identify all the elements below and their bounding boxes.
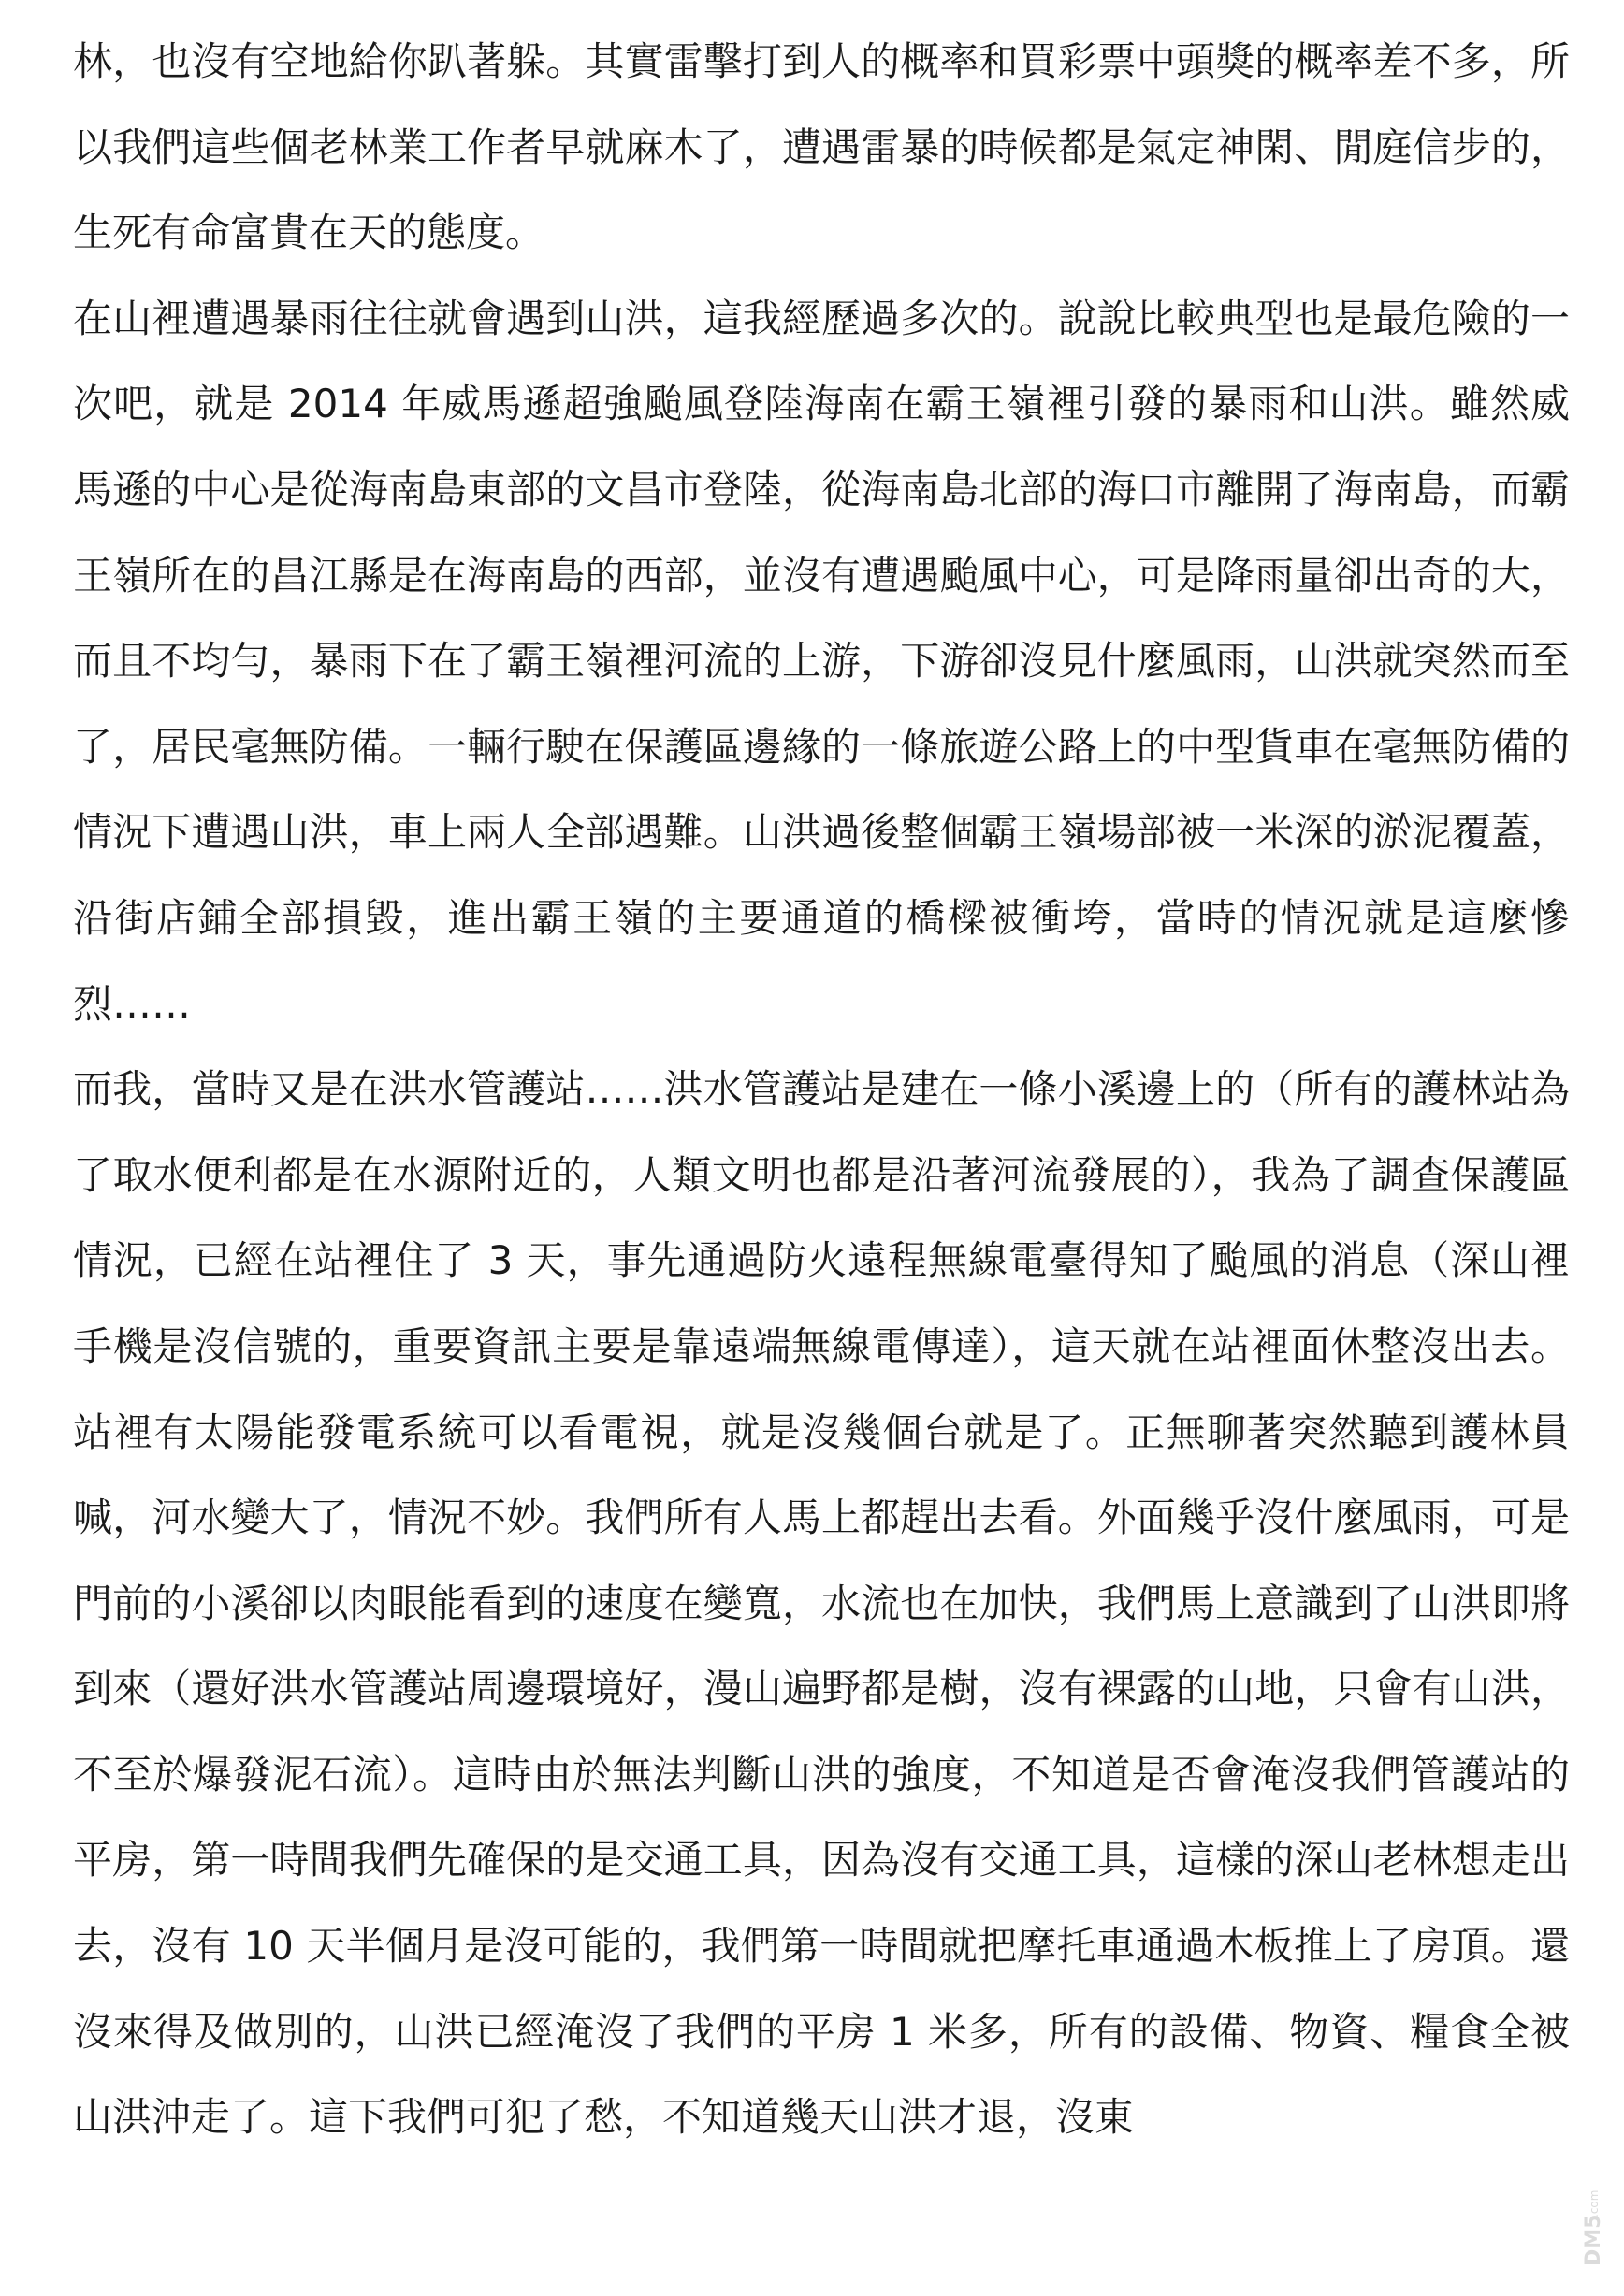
- dm5-watermark-logo: [1575, 2156, 1611, 2268]
- paragraph-2: 在山裡遭遇暴雨往往就會遇到山洪，這我經歷過多次的。說說比較典型也是最危險的一次吧，就是 2014 年威馬遜超強颱風登陸海南在霸王嶺裡引發的暴雨和山洪。雖然威馬遜的中心是從海南島東部的文昌市登陸，從海南島北部的海口市離開了海南島，而霸王嶺所在的昌江縣是在海南島的西部，並沒有遭遇颱風中心，可是降雨量卻出奇的大，而且不均勻，暴雨下在了霸王嶺裡河流的上游，下游卻沒見什麼風雨，山洪就突然而至了，居民毫無防備。一輛行駛在保護區邊緣的一條旅遊公路上的中型貨車在毫無防備的情況下遭遇山洪，車上兩人全部遇難。山洪過後整個霸王嶺場部被一米深的淤泥覆蓋，沿街店鋪全部損毀，進出霸王嶺的主要通道的橋樑被衝垮，當時的情況就是這麼慘烈……: [73, 295, 1570, 1027]
- svg-text:DM5: DM5: [1582, 2214, 1605, 2266]
- svg-text:.com: .com: [1588, 2189, 1601, 2217]
- paragraph-3: 而我，當時又是在洪水管護站……洪水管護站是建在一條小溪邊上的（所有的護林站為了取水便利都是在水源附近的，人類文明也都是沿著河流發展的），我為了調查保護區情況，已經在站裡住了 3 天，事先通過防火遠程無線電臺得知了颱風的消息（深山裡手機是沒信號的，重要資訊主要是靠遠端無線電傳達），這天就在站裡面休整沒出去。站裡有太陽能發電系統可以看電視，就是沒幾個台就是了。正無聊著突然聽到護林員喊，河水變大了，情況不妙。我們所有人馬上都趕出去看。外面幾乎沒什麼風雨，可是門前的小溪卻以肉眼能看到的速度在變寬，水流也在加快，我們馬上意識到了山洪即將到來（還好洪水管護站周邊環境好，漫山遍野都是樹，沒有裸露的山地，只會有山洪，不至於爆發泥石流）。這時由於無法判斷山洪的強度，不知道是否會淹沒我們管護站的平房，第一時間我們先確保的是交通工具，因為沒有交通工具，這樣的深山老林想走出去，沒有 10 天半個月是沒可能的，我們第一時間就把摩托車通過木板推上了房頂。還沒來得及做別的，山洪已經淹沒了我們的平房 1 米多，所有的設備、物資、糧食全被山洪沖走了。這下我們可犯了愁，不知道幾天山洪才退，沒東: [73, 1066, 1570, 2141]
- paragraph-1: 林，也沒有空地給你趴著躲。其實雷擊打到人的概率和買彩票中頭獎的概率差不多，所以我們這些個老林業工作者早就麻木了，遭遇雷暴的時候都是氣定神閑、閒庭信步的，生死有命富貴在天的態度。: [73, 38, 1570, 256]
- document-page: [73, 19, 1570, 2160]
